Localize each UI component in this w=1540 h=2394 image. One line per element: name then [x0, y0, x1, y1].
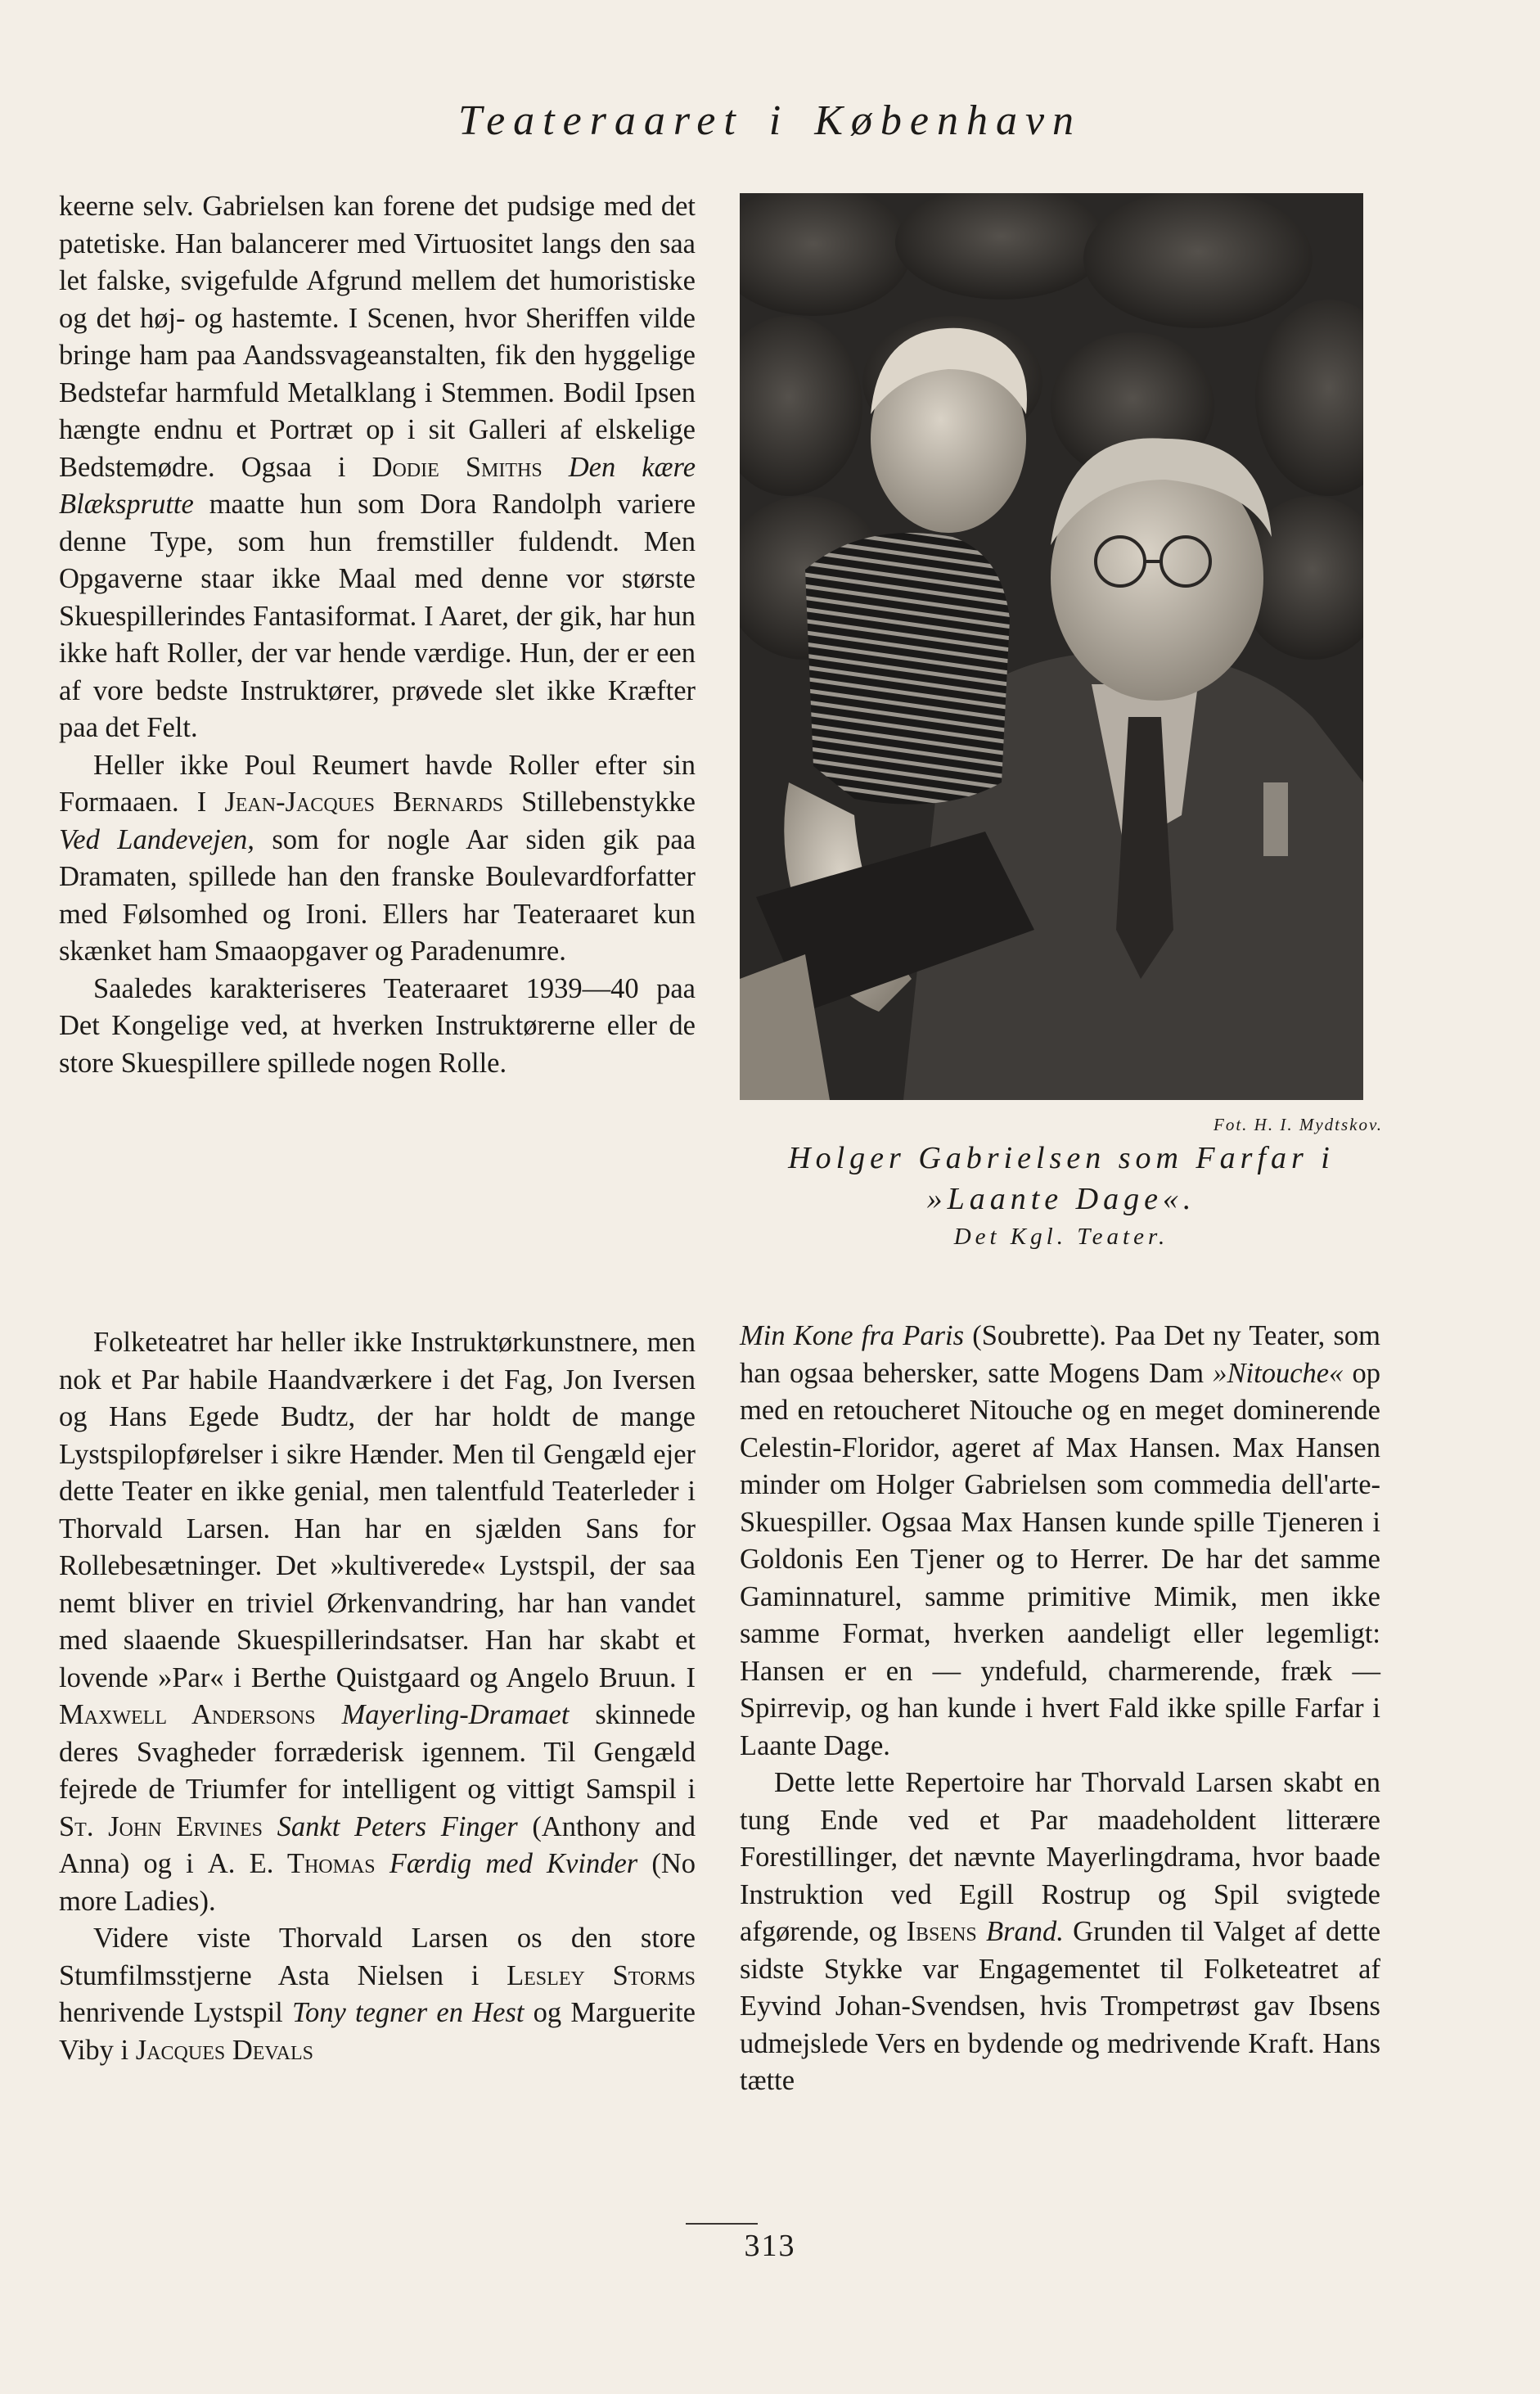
paragraph: [59, 747, 696, 971]
text: Stillebenstykke: [521, 787, 696, 818]
figure-caption: [740, 1138, 1383, 1220]
text: henrivende Lystspil: [59, 1997, 283, 2028]
page-number: 313: [744, 2229, 796, 2263]
author-name: Maxwell Andersons: [59, 1699, 316, 1730]
play-title: Sankt Peters Finger: [277, 1810, 518, 1842]
right-column-bottom: [740, 1318, 1380, 2100]
paragraph: [740, 1318, 1380, 1765]
paragraph: [59, 1324, 696, 1920]
left-column-top: [59, 188, 696, 1082]
paragraph: [740, 1765, 1380, 2100]
paragraph: [59, 1920, 696, 2069]
author-name: Jean-Jacques Bernards: [224, 787, 504, 818]
play-title: Mayerling-Dramaet: [341, 1699, 570, 1730]
text: op med en retoucheret Nitouche og en meget dominerende Celestin-Floridor, ageret af Max Hansen. Max Hansen minder om Holger Gabrielsen som commedia dell'arte-Skuespiller. Ogsaa Max Hansen kunde spille Tjeneren i Goldonis Een Tjener og to Herrer. De har det samme Gaminnaturel, samme primitive Mimik, men ikke samme Format, hverken aandeligt eller legemligt: Hansen er en — yndefuld, charmerende, fræk — Spirrevip, og han kunde i hvert Fald ikke spille Farfar i Laante Dage.: [740, 1357, 1381, 1761]
text: Saaledes karakteriseres Teateraaret 1939—40 paa Det Kongelige ved, at hverken Instruktørerne eller de store Skuespillere spillede nogen Rolle.: [59, 972, 696, 1079]
text: (Soubrette). Paa Det ny Teater, som han ogsaa behersker, satte Mogens Dam: [740, 1320, 1381, 1389]
caption-line: Holger Gabrielsen som Farfar i: [788, 1141, 1335, 1175]
text: (Anthony and Anna) og i: [59, 1810, 696, 1879]
play-title: Den kære Blæksprutte: [59, 451, 696, 520]
text: Grunden til Valget af dette sidste Stykke var Engagementet til Folketeatret af Eyvind Johan-Svendsen, hvis Trompetrøst gav Ibsens udmejslede Vers en bydende og medrivende Kraft. Hans tætte: [740, 1916, 1381, 2096]
play-title: Min Kone fra Paris: [740, 1320, 965, 1351]
page-number-rule: [686, 2223, 758, 2225]
paragraph: [59, 971, 696, 1083]
photo-credit: Fot. H. I. Mydtskov.: [1214, 1115, 1383, 1134]
text: og Marguerite Viby i: [59, 1997, 696, 2066]
photo-illustration: [740, 193, 1363, 1100]
author-name: A. E. Thomas: [207, 1848, 376, 1879]
text: som for nogle Aar siden gik paa Dramaten, spillede han den franske Boulevardforfatter med Følsomhed og Ironi. Ellers har Teateraaret kun skænket ham Smaaopgaver og Paradenumre.: [59, 823, 696, 967]
author-name: Lesley Storms: [507, 1959, 696, 1991]
left-column-bottom: [59, 1324, 696, 2069]
play-title: Brand.: [986, 1916, 1064, 1947]
play-title: Ved Landevejen,: [59, 823, 254, 855]
paragraph: [59, 188, 696, 747]
running-header: Teateraaret i København: [457, 97, 1083, 144]
play-title: Færdig med Kvinder: [389, 1848, 638, 1879]
text: maatte hun som Dora Randolph variere denne Type, som hun fremstiller fuldendt. Men Opgaverne staar ikke Maal med denne vor største Skuespillerindes Fantasiformat. I Aaret, der gik, har hun ikke haft Roller, der var hende værdige. Hun, der er een af vore bedste Instruktører, prøvede slet ikke Kræfter paa det Felt.: [59, 489, 696, 743]
play-title: »Nitouche«: [1213, 1357, 1344, 1389]
play-title: Tony tegner en Hest: [291, 1997, 525, 2028]
caption-theatre: Det Kgl. Teater.: [953, 1224, 1169, 1250]
text: skinnede deres Svagheder forræderisk igennem. Til Gengæld fejrede de Triumfer for intelligent og vittigt Samspil i: [59, 1699, 696, 1805]
text: keerne selv. Gabrielsen kan forene det pudsige med det patetiske. Han balancerer med Virtuositet langs den saa let falske, svigefulde Afgrund mellem det humoristiske og det høj- og hastemte. I Scenen, hvor Sheriffen vilde bringe ham paa Aandssvageanstalten, fik den hyggelige Bedstefar harmfuld Metalklang i Stemmen. Bodil Ipsen hængte endnu et Portræt op i sit Galleri af elskelige Bedstemødre. Ogsaa i: [59, 191, 696, 483]
caption-line: »Laante Dage«.: [926, 1182, 1196, 1216]
photograph: [740, 193, 1363, 1100]
text: Videre viste Thorvald Larsen os den store Stumfilmsstjerne Asta Nielsen i: [59, 1923, 696, 1991]
author-name: Dodie Smiths: [371, 451, 543, 483]
text: Heller ikke Poul Reumert havde Roller efter sin Formaaen. I: [59, 749, 696, 818]
author-name: Ibsens: [906, 1916, 977, 1947]
text: Dette lette Repertoire har Thorvald Larsen skabt en tung Ende ved et Par maadeholdent litterære Forestillinger, det nævnte Mayerlingdrama, hvor baade Instruktion ved Egill Rostrup og Spil svigtede afgørende, og: [740, 1767, 1380, 1947]
author-name: St. John Ervines: [59, 1810, 263, 1842]
text: Folketeatret har heller ikke Instruktørkunstnere, men nok et Par habile Haandværkere i det Fag, Jon Iversen og Hans Egede Budtz, der har holdt de mange Lystspilopførelser i sikre Hænder. Men til Gengæld ejer dette Teater en ikke genial, men talentfuld Teaterleder i Thorvald Larsen. Han har en sjælden Sans for Rollebesætninger. Det »kultiverede« Lystspil, der saa nemt bliver en triviel Ørkenvandring, har han vandet med slaaende Skuespillerindsatser. Han har skabt et lovende »Par« i Berthe Quistgaard og Angelo Bruun. I: [59, 1327, 696, 1693]
text: (No more Ladies).: [59, 1848, 696, 1917]
author-name: Jacques Devals: [135, 2034, 313, 2066]
